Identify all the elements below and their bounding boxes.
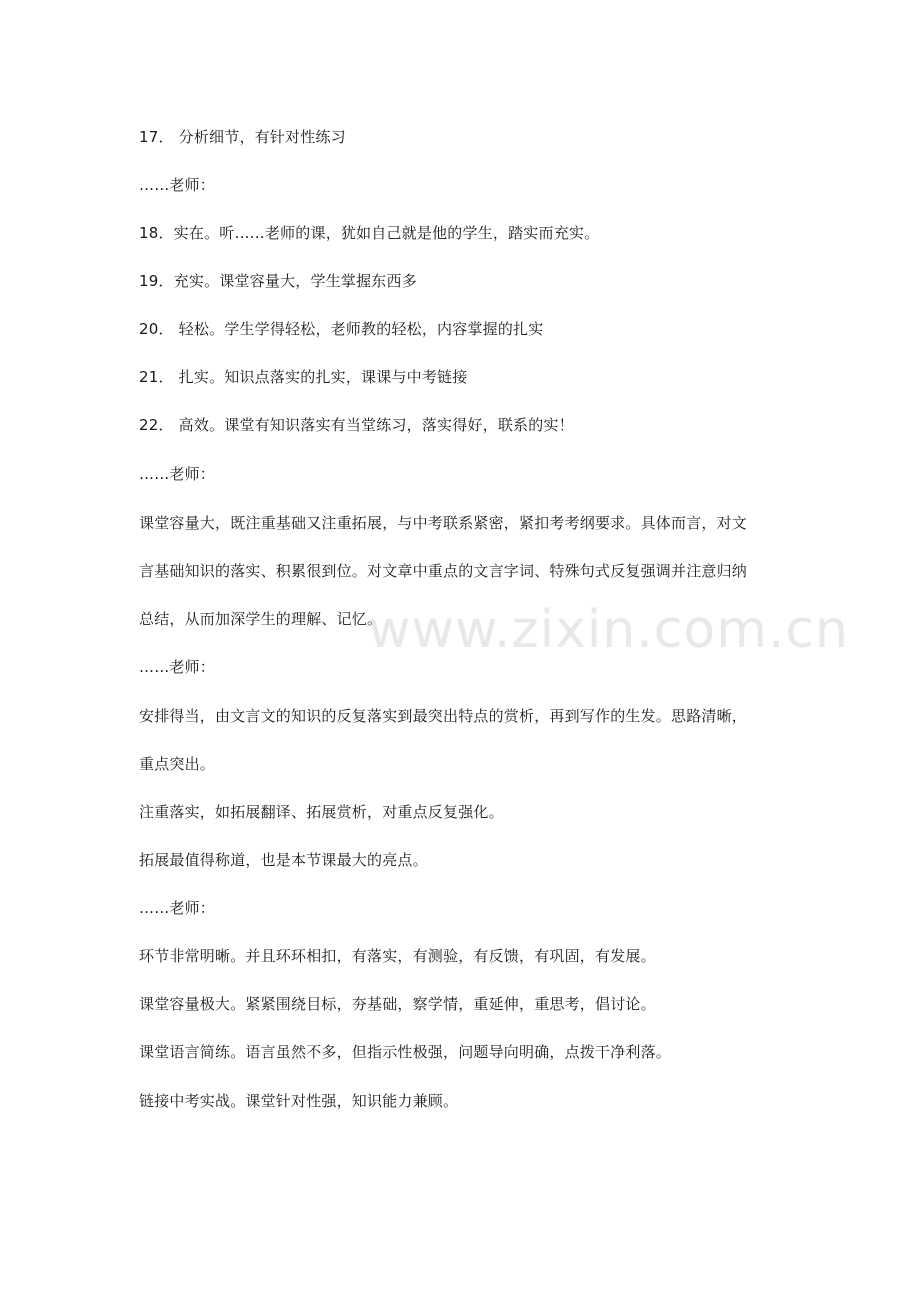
paragraph-line: 课堂语言简练。语言虽然不多，但指示性极强，问题导向明确，点拨干净利落。 [139,1043,672,1061]
teacher-label: ……老师： [139,176,216,194]
paragraph-line: 课堂容量大，既注重基础又注重拓展，与中考联系紧密，紧扣考考纲要求。具体而言，对文 [139,514,748,532]
paragraph-line: 注重落实，如拓展翻译、拓展赏析，对重点反复强化。 [139,803,504,821]
paragraph-line: 总结，从而加深学生的理解、记忆。 [139,610,383,628]
paragraph-line: 环节非常明晰。并且环环相扣，有落实，有测验，有反馈，有巩固，有发展。 [139,947,656,965]
paragraph-line: 链接中考实战。课堂针对性强，知识能力兼顾。 [139,1092,459,1110]
teacher-label: ……老师： [139,658,216,676]
list-item-22: 22． 高效。课堂有知识落实有当堂练习，落实得好，联系的实！ [139,416,574,434]
list-item-19: 19．充实。课堂容量大，学生掌握东西多 [139,272,417,290]
list-item-20: 20． 轻松。学生学得轻松，老师教的轻松，内容掌握的扎实 [139,320,544,338]
paragraph-line: 言基础知识的落实、积累很到位。对文章中重点的文言字词、特殊句式反复强调并注意归纳 [139,562,748,580]
list-item-21: 21． 扎实。知识点落实的扎实，课课与中考链接 [139,368,468,386]
paragraph-line: 拓展最值得称道，也是本节课最大的亮点。 [139,851,428,869]
list-item-18: 18．实在。听……老师的课，犹如自己就是他的学生，踏实而充实。 [139,224,600,242]
paragraph-line: 课堂容量极大。紧紧围绕目标，夯基础，察学情，重延伸，重思考，倡讨论。 [139,995,656,1013]
paragraph-line: 重点突出。 [139,755,216,773]
teacher-label: ……老师： [139,899,216,917]
paragraph-line: 安排得当，由文言文的知识的反复落实到最突出特点的赏析，再到写作的生发。思路清晰， [139,707,748,725]
watermark: www.zixin.com.cn [368,600,849,660]
teacher-label: ……老师： [139,465,216,483]
list-item-17: 17． 分析细节，有针对性练习 [139,128,346,146]
